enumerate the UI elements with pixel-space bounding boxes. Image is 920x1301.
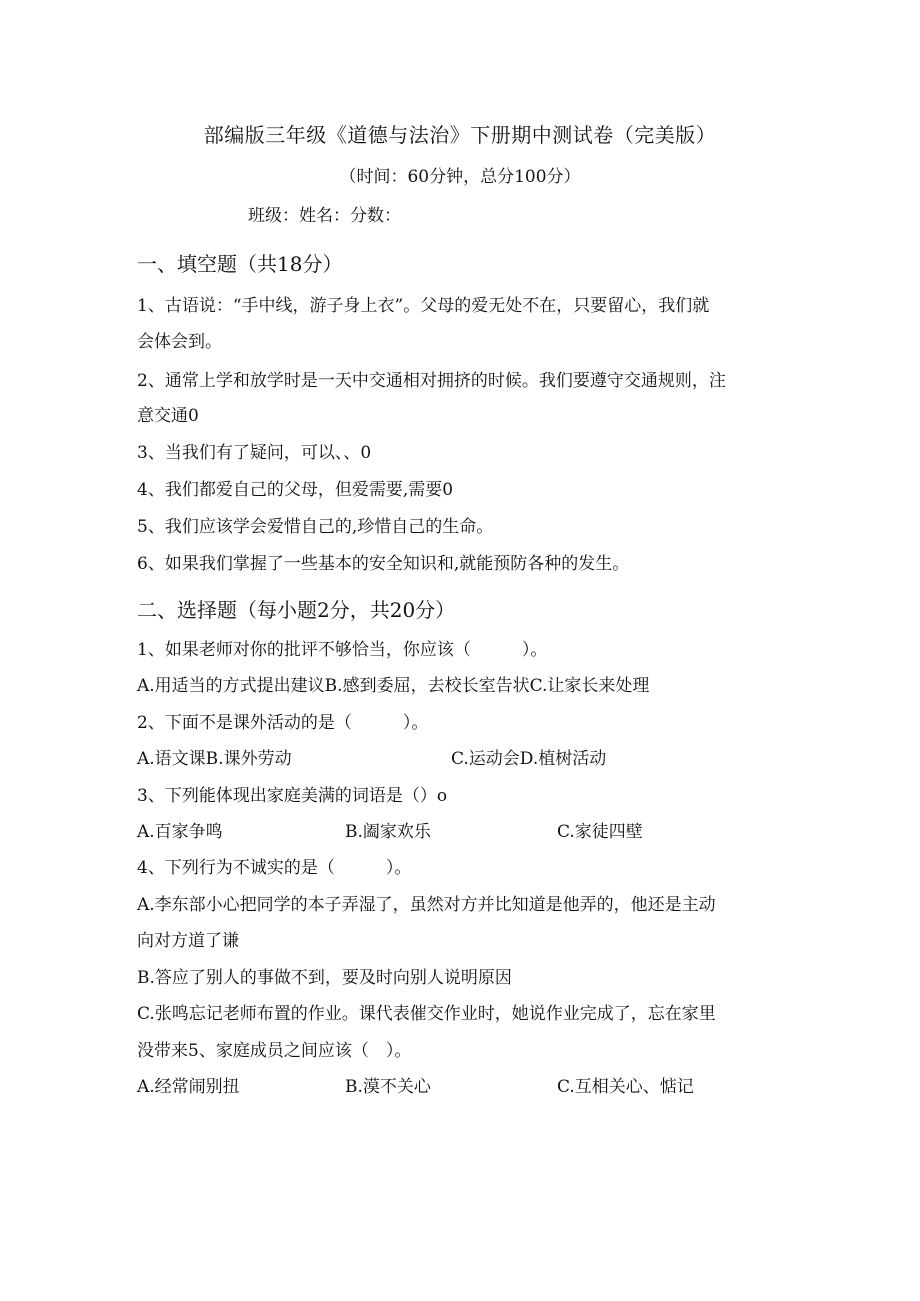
- question-5-option-c: C.互相关心、惦记: [557, 1077, 694, 1097]
- question-line: 会体会到。: [137, 332, 222, 352]
- question-1-options: A.用适当的方式提出建议B.感到委屈，去校长室告状C.让家长来处理: [137, 676, 650, 696]
- question-4-option-a-cont: 向对方道了谦: [137, 931, 239, 951]
- question-line: 4、我们都爱自己的父母，但爱需要,需要0: [137, 480, 454, 500]
- question-3-option-a: A.百家争鸣: [137, 822, 223, 842]
- section-heading-fill-blank: 一、填空题（共18分）: [137, 252, 343, 276]
- question-3-option-c: C.家徒四壁: [557, 822, 643, 842]
- question-4-option-b: B.答应了别人的事做不到，要及时向别人说明原因: [137, 968, 512, 988]
- question-line: 5、我们应该学会爱惜自己的,珍惜自己的生命。: [137, 517, 494, 537]
- section-heading-multiple-choice: 二、选择题（每小题2分，共20分）: [137, 598, 456, 622]
- question-line: 1、古语说：“手中线，游子身上衣”。父母的爱无处不在，只要留心，我们就: [137, 296, 710, 316]
- page-title: 部编版三年级《道德与法治》下册期中测试卷（完美版）: [203, 123, 717, 147]
- question-2-options-ab: A.语文课B.课外劳动: [137, 749, 292, 769]
- question-2: 2、下面不是课外活动的是（ ）。: [137, 713, 429, 733]
- question-line: 意交通0: [137, 406, 199, 426]
- exam-time-info: （时间：60分钟，总分100分）: [339, 167, 581, 187]
- question-3: 3、下列能体现出家庭美满的词语是（）o: [137, 786, 448, 806]
- question-4-option-c-cont: 没带来5、家庭成员之间应该（ ）。: [137, 1041, 412, 1061]
- question-line: 6、如果我们掌握了一些基本的安全知识和,就能预防各种的发生。: [137, 554, 630, 574]
- question-5-option-b: B.漠不关心: [345, 1077, 431, 1097]
- question-4-option-a: A.李东部小心把同学的本子弄湿了，虽然对方并比知道是他弄的，他还是主动: [137, 895, 716, 915]
- question-4-option-c: C.张鸣忘记老师布置的作业。课代表催交作业时，她说作业完成了，忘在家里: [137, 1004, 716, 1024]
- question-5-option-a: A.经常闹别扭: [137, 1077, 240, 1097]
- question-4: 4、下列行为不诚实的是（ ）。: [137, 858, 412, 878]
- student-info-line: 班级：姓名：分数：: [248, 206, 401, 226]
- question-line: 3、当我们有了疑问，可以、、0: [137, 443, 372, 463]
- question-2-options-cd: C.运动会D.植树活动: [451, 749, 607, 769]
- question-line: 2、通常上学和放学时是一天中交通相对拥挤的时候。我们要遵守交通规则，注: [137, 371, 726, 391]
- question-1: 1、如果老师对你的批评不够恰当，你应该（ ）。: [137, 640, 548, 660]
- question-3-option-b: B.阖家欢乐: [345, 822, 431, 842]
